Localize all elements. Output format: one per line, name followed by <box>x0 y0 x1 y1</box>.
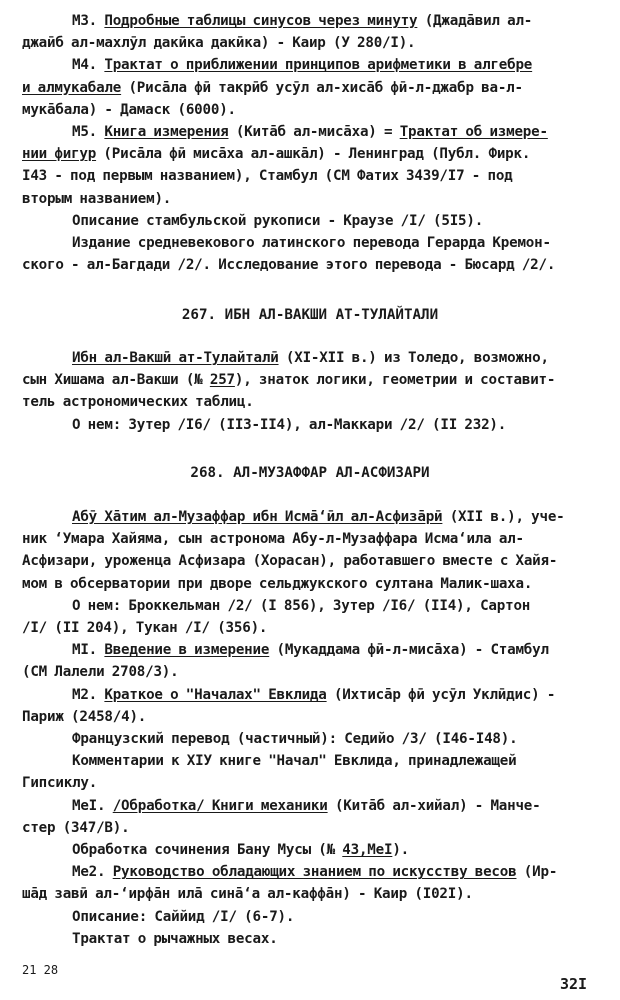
text-line <box>22 99 602 121</box>
text-run: M2. <box>72 686 105 703</box>
text-line <box>22 817 602 839</box>
text-line <box>22 661 602 683</box>
text-line <box>22 143 602 165</box>
text-line <box>22 347 602 369</box>
text-line <box>22 369 602 391</box>
text-run: ского - ал-Багдади /2/. Исследование этого перевода - Бюсард /2/. <box>22 257 556 274</box>
text-run: мукāбала) - Дамаск (6000). <box>22 101 236 118</box>
text-run: О нем: Броккельман /2/ (I 856), Зутер /I6/ (II4), Сартон <box>72 597 531 614</box>
text-run: О нем: Зутер /I6/ (II3-II4), ал-Маккари /2/ (II 232). <box>72 416 507 433</box>
text-run: вторым названием). <box>22 190 172 207</box>
text-run: Париж (2458/4). <box>22 708 147 725</box>
text-line <box>22 121 602 143</box>
underlined-title: Краткое о "Началах" Евклида <box>104 686 327 703</box>
text-run: Описание: Саййид /I/ (6-7). <box>72 908 295 925</box>
text-line <box>22 506 602 528</box>
text-run: (Ихтисāр фӣ усӯл Уклӣдис) - <box>326 686 556 703</box>
text-line <box>22 639 602 661</box>
underlined-title: 257 <box>209 372 235 389</box>
text-run: ник ‘Умара Хайяма, сын астронома Абу-л-Музаффара Исма‘ила ал- <box>22 531 524 548</box>
text-line <box>22 906 602 928</box>
text-run: Асфизари, уроженца Асфизара (Хорасан), работавшего вместе с Хайя- <box>22 553 558 570</box>
text-run: Описание стамбульской рукописи - Краузе /I/ (5I5). <box>72 212 484 229</box>
text-run: сын Хишама ал-Вакши (№ <box>22 372 210 389</box>
heading-entry-267: 267. ИБН АЛ-ВАКШИ АТ-ТУЛАЙТАЛИ <box>181 307 439 323</box>
text-run: MI. <box>72 642 105 659</box>
text-line <box>22 772 602 794</box>
text-line <box>22 254 602 276</box>
text-run: Обработка сочинения Бану Мусы (№ <box>72 842 343 859</box>
text-line <box>22 77 602 99</box>
text-line <box>22 684 602 706</box>
underlined-title: Подробные таблицы синусов через минуту <box>104 13 418 29</box>
text-run: (XII в.), уче- <box>442 509 565 525</box>
text-run: (Китāб ал-хийал) - Манче- <box>327 797 541 814</box>
text-run: Ме2. <box>72 864 113 881</box>
underlined-title: Трактат об измере- <box>399 124 548 141</box>
underlined-title: и алмукабале <box>22 79 122 96</box>
text-run: (XI-XII в.) из Толедо, возможно, <box>278 350 549 366</box>
text-run: МеI. <box>72 797 113 814</box>
text-run: (Рисāла фӣ мисāха ал-ашкāл) - Ленинград (Публ. Фирк. <box>96 146 531 163</box>
text-line <box>22 391 602 413</box>
text-line <box>22 883 602 905</box>
underlined-title: Ибн ал-Вакшӣ ат-Тулайталӣ <box>72 350 279 366</box>
text-line <box>22 232 602 254</box>
text-run: Трактат о рычажных весах. <box>72 930 278 947</box>
text-run: ), знаток логики, геометрии и составит- <box>234 372 556 389</box>
text-line <box>22 414 602 436</box>
underlined-title: Руководство обладающих знанием по искусству весов <box>112 864 517 881</box>
text-line <box>22 617 602 639</box>
text-run: шāд завӣ ал-‘ирфāн илā синā‘а ал-каффāн) - Каир (I02I). <box>22 886 473 903</box>
text-run: (Мукаддама фӣ-л-мисāха) - Стамбул <box>269 642 549 659</box>
text-line <box>22 528 602 550</box>
text-run: джаӣб ал-махлӯл дакӣка дакӣка) - Каир (У 280/I). <box>22 35 416 52</box>
footer-code: 21 28 <box>22 963 59 977</box>
heading-entry-268: 268. АЛ-МУЗАФФАР АЛ-АСФИЗАРИ <box>190 465 430 481</box>
text-line <box>22 595 602 617</box>
text-run: стер (347/В). <box>22 819 130 836</box>
text-line <box>22 573 602 595</box>
text-run: Издание средневекового латинского перевода Герарда Кремон- <box>72 235 551 252</box>
underlined-title: 43,МеI <box>342 842 393 859</box>
text-run: I43 - под первым названием), Стамбул (СМ Фатих 3439/I7 - под <box>22 168 513 185</box>
text-line <box>22 210 602 232</box>
text-run: (СМ Лалели 2708/3). <box>22 664 179 681</box>
underlined-title: Книга измерения <box>104 124 229 141</box>
text-line <box>22 795 602 817</box>
underlined-title: Трактат о приближении принципов арифметики в алгебре <box>104 57 533 74</box>
text-run: M3. <box>72 13 105 29</box>
text-line <box>22 165 602 187</box>
underlined-title: Абӯ Хāтим ал-Музаффар ибн Исмā‘ӣл ал-Асфизāрӣ <box>72 509 443 525</box>
text-block-entry-268 <box>22 506 602 950</box>
text-run: (Ир- <box>516 864 558 881</box>
text-block-entry-267 <box>22 347 602 436</box>
text-run: Французский перевод (частичный): Седийо /3/ (I46-I48). <box>72 731 518 748</box>
text-line <box>22 728 602 750</box>
text-line <box>22 550 602 572</box>
text-run: тель астрономических таблиц. <box>22 394 254 411</box>
text-line <box>22 928 602 950</box>
text-run: Комментарии к XIУ книге "Начал" Евклида, принадлежащей <box>72 753 517 770</box>
text-line <box>22 188 602 210</box>
text-line <box>22 32 602 54</box>
text-line <box>22 54 602 76</box>
text-run: М4. <box>72 57 105 74</box>
text-run: /I/ (II 204), Тукан /I/ (356). <box>22 620 268 637</box>
text-run: мом в обсерватории при дворе сельджукского султана Малик-шаха. <box>22 575 533 592</box>
underlined-title: нии фигур <box>22 146 97 163</box>
text-run: (Китāб ал-мисāха) = <box>228 124 400 141</box>
text-run: М5. <box>72 124 105 141</box>
text-line <box>22 750 602 772</box>
underlined-title: /Обработка/ Книги механики <box>112 797 328 814</box>
page-number: 32I <box>560 975 588 993</box>
text-run: (Рисāла фӣ такрӣб усӯл ал-хисāб фӣ-л-джабр ва-л- <box>121 79 523 96</box>
text-run: (Джадāвил ал- <box>417 13 533 29</box>
text-line <box>22 861 602 883</box>
text-line <box>22 706 602 728</box>
underlined-title: Введение в измерение <box>104 642 270 659</box>
text-run: Гипсиклу. <box>22 775 98 792</box>
text-line <box>22 839 602 861</box>
text-block-entry-266 <box>22 10 602 276</box>
text-run: ). <box>392 842 410 859</box>
text-line <box>22 10 602 32</box>
